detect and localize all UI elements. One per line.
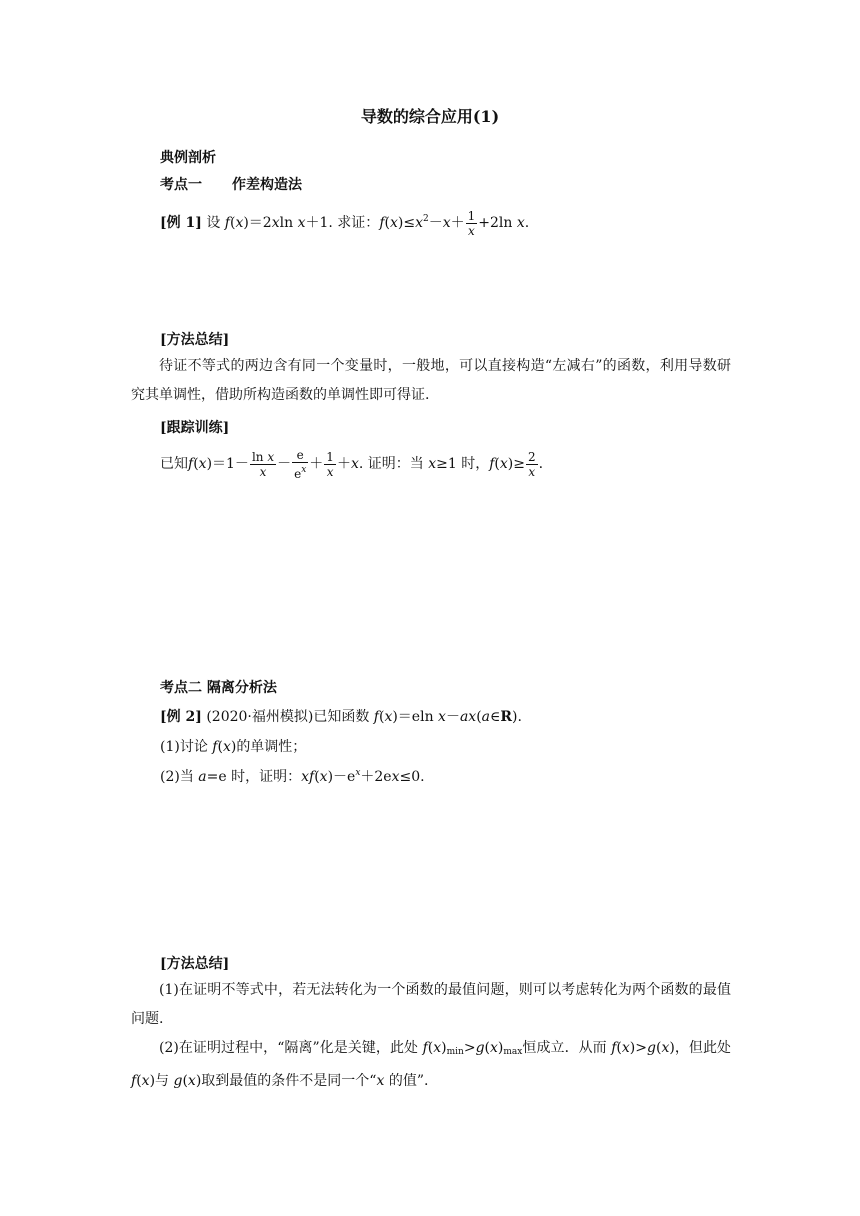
- topic-2-label: 考点二: [160, 680, 202, 696]
- method-summary-2-tag: [方法总结]: [160, 956, 230, 972]
- example-2-question-1: (1)讨论 f(x)的单调性；: [160, 739, 307, 755]
- fraction-2-over-x: $\frac{2}{x}$: [527, 449, 536, 479]
- practice-problem: 已知f(x)＝1－ $\frac{\text{ln x}}{x}$ － $\frac{e}{e^x}$ ＋ $\frac{1}{x}$ ＋x. 证明：当 x≥1 时，f(x)≥ $\frac{2}{x}$ .: [160, 447, 544, 481]
- practice-tag: [跟踪训练]: [160, 420, 230, 436]
- method-summary-1-tag: [方法总结]: [160, 332, 230, 348]
- section-heading-examples: 典例剖析: [160, 150, 216, 166]
- example-1-tag: [例 1]: [160, 215, 202, 231]
- fraction-lnx-over-x: $\frac{\text{ln x}}{x}$: [251, 449, 275, 479]
- fraction-e-over-ex: $\frac{e}{e^x}$: [294, 447, 307, 481]
- method-summary-2-text: [131, 976, 731, 1096]
- topic-1-name: 作差构造法: [232, 177, 302, 193]
- fraction-1-over-x: $\frac{1}{x}$: [467, 208, 476, 238]
- method-summary-1-text: 待证不等式的两边含有同一个变量时，一般地，可以直接构造“左减右”的函数，利用导数研究其单调性，借助所构造函数的单调性即可得证.: [131, 358, 731, 403]
- method-summary-2-p2: (2)在证明过程中，“隔离”化是关键，此处 $f(x)_{min}>g(x)_{max}$恒成立．从而 f(x)>g(x)，但此处 f(x)与 g(x)取到最值的条件不是同一个“x 的值”.: [131, 1040, 732, 1089]
- topic-2-heading: [160, 677, 277, 697]
- method-summary-2-p1: (1)在证明不等式中，若无法转化为一个函数的最值问题，则可以考虑转化为两个函数的最值问题.: [131, 982, 731, 1027]
- topic-1-heading: [160, 174, 302, 194]
- page-title: 导数的综合应用(1): [360, 107, 500, 126]
- fraction-1-over-x-2: $\frac{1}{x}$: [326, 449, 334, 479]
- example-2-tag: [例 2]: [160, 709, 202, 725]
- example-1: [例 1] 设 f(x)＝2xln x＋1. 求证：$f(x)\le x^2-x+$ $\frac{1}{x}$ +2ln x.: [160, 208, 530, 238]
- topic-1-label: 考点一: [160, 177, 202, 193]
- example-2-question-2: (2)当 a=e 时，证明：$xf(x)-e^x+2ex\le 0$.: [160, 768, 425, 785]
- topic-2-name: 隔离分析法: [206, 680, 277, 696]
- example-2: [例 2] (2020·福州模拟)已知函数 f(x)＝eln x－ax(a∈R).: [160, 709, 522, 725]
